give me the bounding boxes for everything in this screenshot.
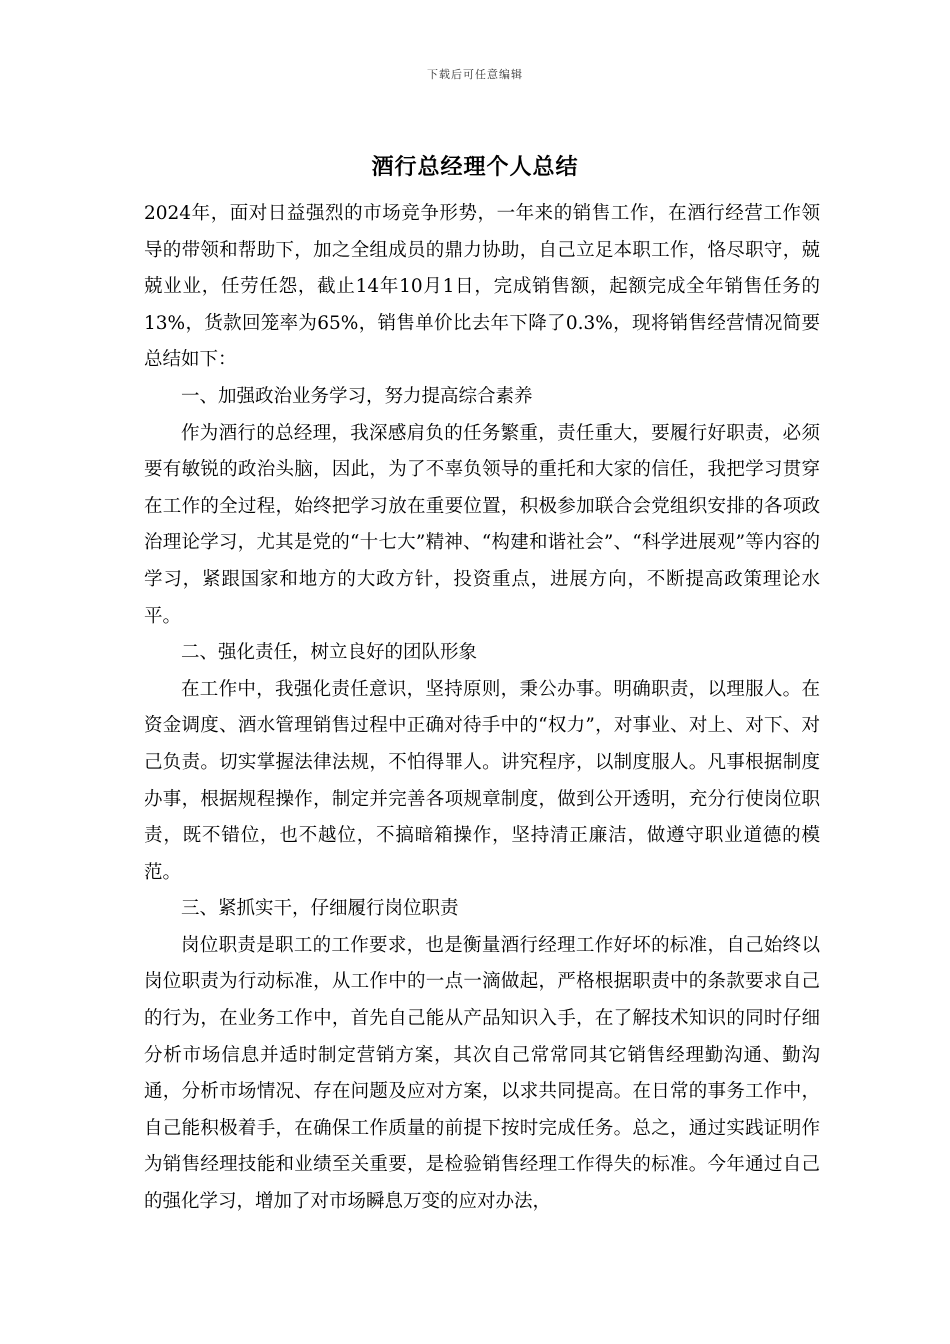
document-title: 酒行总经理个人总结	[371, 154, 579, 180]
section-1-paragraph: 作为酒行的总经理，我深感肩负的任务繁重，责任重大，要履行好职责，必须要有敏锐的政治头脑，因此，为了不辜负领导的重托和大家的信任，我把学习贯穿在工作的全过程，始终把学习放在重要位置，积极参加联合会党组织安排的各项政治理论学习，尤其是党的“十七大”精神、“构建和谐社会”、“科学进展观”等内容的学习，紧跟国家和地方的大政方针，投资重点，进展方向，不断提高政策理论水平。	[144, 422, 820, 627]
section-heading-3: 三、紧抓实干，仔细履行岗位职责	[181, 898, 459, 920]
intro-paragraph: 2024年，面对日益强烈的市场竞争形势，一年来的销售工作，在酒行经营工作领导的带领和帮助下，加之全组成员的鼎力协助，自己立足本职工作，恪尽职守，兢兢业业，任劳任怨，截止14年10月1日，完成销售额，起额完成全年销售任务的13%，货款回笼率为65%，销售单价比去年下降了0.3%，现将销售经营情况简要总结如下：	[144, 203, 820, 371]
section-3-paragraph: 岗位职责是职工的工作要求，也是衡量酒行经理工作好坏的标准，自己始终以岗位职责为行动标准，从工作中的一点一滴做起，严格根据职责中的条款要求自己的行为，在业务工作中，首先自己能从产品知识入手，在了解技术知识的同时仔细分析市场信息并适时制定营销方案，其次自己常常同其它销售经理勤沟通、勤沟通，分析市场情况、存在问题及应对方案，以求共同提高。在日常的事务工作中，自己能积极着手，在确保工作质量的前提下按时完成任务。总之，通过实践证明作为销售经理技能和业绩至关重要，是检验销售经理工作得失的标准。今年通过自己的强化学习，增加了对市场瞬息万变的应对办法，	[144, 934, 820, 1213]
section-heading-1: 一、加强政治业务学习，努力提高综合素养	[181, 385, 533, 407]
header-note: 下载后可任意编辑	[427, 68, 523, 81]
document-body	[144, 196, 820, 1221]
section-heading-2: 二、强化责任，树立良好的团队形象	[181, 642, 478, 664]
section-2-paragraph: 在工作中，我强化责任意识，坚持原则，秉公办事。明确职责，以理服人。在资金调度、酒水管理销售过程中正确对待手中的“权力”，对事业、对上、对下、对己负责。切实掌握法律法规，不怕得罪人。讲究程序，以制度服人。凡事根据制度办事，根据规程操作，制定并完善各项规章制度，做到公开透明，充分行使岗位职责，既不错位，也不越位，不搞暗箱操作，坚持清正廉洁，做遵守职业道德的模范。	[144, 678, 820, 883]
